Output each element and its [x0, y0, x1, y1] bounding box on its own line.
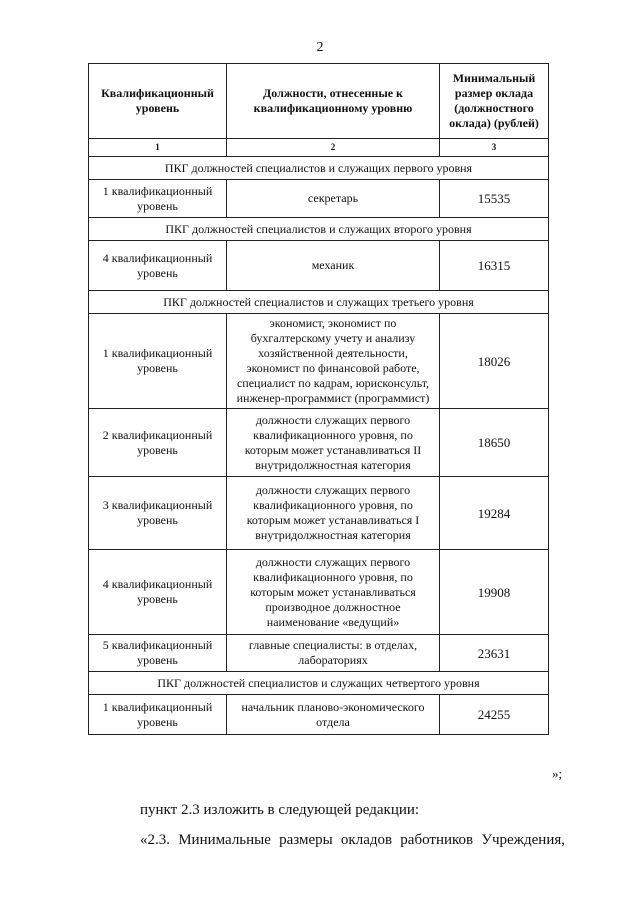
group-header-row: [89, 672, 549, 695]
column-number: 1: [89, 139, 227, 157]
table-row: [89, 477, 549, 550]
position-cell: механик: [227, 241, 440, 291]
paragraph-section-2-3: «2.3. Минимальные размеры окладов работников Учреждения,: [140, 832, 565, 848]
group-title: ПКГ должностей специалистов и служащих третьего уровня: [89, 291, 549, 314]
level-cell: 1 квалификационный уровень: [89, 695, 227, 735]
salary-table-body: [89, 64, 549, 735]
table-row: [89, 180, 549, 218]
table-header-row: [89, 64, 549, 139]
group-header-row: [89, 157, 549, 180]
group-header-row: [89, 218, 549, 241]
level-cell: 3 квалификационный уровень: [89, 477, 227, 550]
position-cell: должности служащих первого квалификационного уровня, по которым может устанавливаться I внутридолжностная категория: [227, 477, 440, 550]
salary-cell: 19908: [440, 550, 549, 635]
level-cell: 1 квалификационный уровень: [89, 180, 227, 218]
column-number-row: [89, 139, 549, 157]
paragraph-amendment: пункт 2.3 изложить в следующей редакции:: [140, 802, 420, 818]
group-title: ПКГ должностей специалистов и служащих четвертого уровня: [89, 672, 549, 695]
salary-cell: 16315: [440, 241, 549, 291]
table-row: [89, 695, 549, 735]
table-row: [89, 314, 549, 409]
salary-cell: 18650: [440, 409, 549, 477]
header-salary: Минимальный размер оклада (должностного оклада) (рублей): [440, 64, 549, 139]
column-number: 2: [227, 139, 440, 157]
level-cell: 5 квалификационный уровень: [89, 635, 227, 672]
salary-table: [88, 63, 549, 735]
header-level: Квалификационный уровень: [89, 64, 227, 139]
table-row: [89, 409, 549, 477]
table-row: [89, 550, 549, 635]
salary-cell: 19284: [440, 477, 549, 550]
position-cell: должности служащих первого квалификационного уровня, по которым может устанавливаться производное должностное наименование «ведущий»: [227, 550, 440, 635]
position-cell: экономист, экономист по бухгалтерскому учету и анализу хозяйственной деятельности, экономист по финансовой работе, специалист по кадрам, юрисконсульт, инженер-программист (программист): [227, 314, 440, 409]
position-cell: секретарь: [227, 180, 440, 218]
salary-cell: 18026: [440, 314, 549, 409]
salary-cell: 15535: [440, 180, 549, 218]
position-cell: главные специалисты: в отделах, лабораториях: [227, 635, 440, 672]
group-header-row: [89, 291, 549, 314]
salary-cell: 24255: [440, 695, 549, 735]
group-title: ПКГ должностей специалистов и служащих второго уровня: [89, 218, 549, 241]
level-cell: 1 квалификационный уровень: [89, 314, 227, 409]
position-cell: должности служащих первого квалификационного уровня, по которым может устанавливаться II внутридолжностная категория: [227, 409, 440, 477]
level-cell: 4 квалификационный уровень: [89, 550, 227, 635]
level-cell: 4 квалификационный уровень: [89, 241, 227, 291]
header-position: Должности, отнесенные к квалификационному уровню: [227, 64, 440, 139]
column-number: 3: [440, 139, 549, 157]
page-number: 2: [316, 40, 324, 55]
closing-quote: »;: [552, 766, 563, 781]
group-title: ПКГ должностей специалистов и служащих первого уровня: [89, 157, 549, 180]
position-cell: начальник планово-экономического отдела: [227, 695, 440, 735]
table-row: [89, 635, 549, 672]
level-cell: 2 квалификационный уровень: [89, 409, 227, 477]
table-row: [89, 241, 549, 291]
salary-cell: 23631: [440, 635, 549, 672]
